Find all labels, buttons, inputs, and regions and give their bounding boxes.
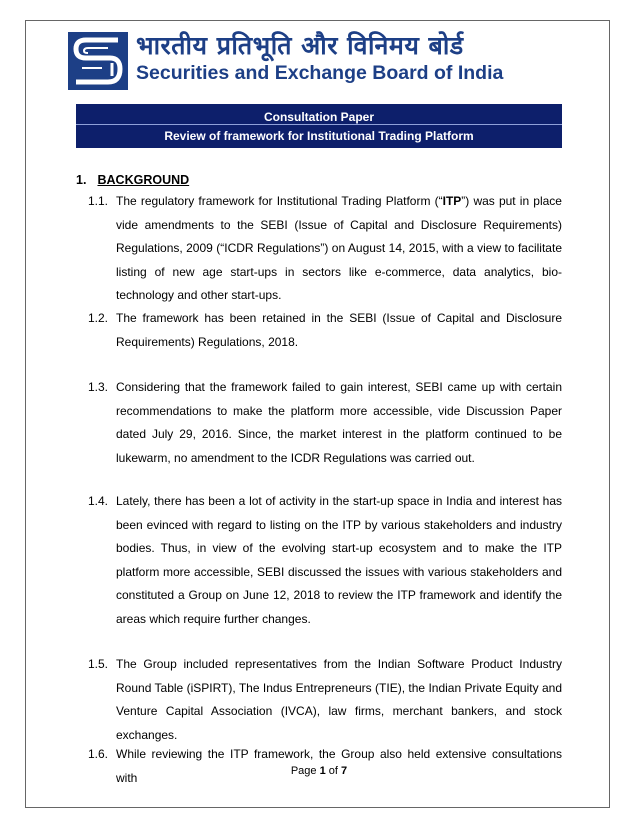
paragraph [76, 190, 562, 308]
paragraph [76, 490, 562, 631]
paragraph-text: The Group included representatives from the Indian Software Product Industry Round Table (iSPIRT), The Indus Entrepreneurs (TIE), the Indian Private Equity and Venture Capital Association (IVCA), law firms, merchant bankers, and stock exchanges. [116, 657, 562, 742]
title-banner [76, 104, 562, 148]
hindi-org-name: भारतीय प्रतिभूति और विनिमय बोर्ड [136, 31, 464, 60]
paragraph-text: While reviewing the ITP framework, the Group also held extensive consultations with [116, 747, 562, 785]
banner-doc-title: Review of framework for Institutional Trading Platform [164, 129, 474, 143]
paragraph-text: The regulatory framework for Institutional Trading Platform (“ITP”) was put in place vide amendments to the SEBI (Issue of Capital and Disclosure Requirements) Regulations, 2009 (“ICDR Regulations”) on August 14, 2015, with a view to facilitate listing of new age start-ups in sectors like e-commerce, data analytics, bio-technology and other start-ups. [116, 194, 562, 302]
paragraph-number: 1.5. [88, 657, 109, 671]
paragraph-number: 1.1. [88, 194, 109, 208]
paragraph-number: 1.4. [88, 494, 109, 508]
paragraph [76, 307, 562, 354]
section-heading [76, 173, 189, 187]
page-footer [0, 765, 638, 777]
section-number: 1. [76, 173, 87, 187]
banner-doc-type: Consultation Paper [263, 110, 374, 124]
banner-divider [76, 124, 562, 125]
itp-abbrev: ITP [442, 194, 462, 208]
paragraph-number: 1.3. [88, 380, 109, 394]
section-title: BACKGROUND [97, 173, 190, 187]
footer-prefix: Page [290, 765, 317, 777]
paragraph-text: The framework has been retained in the SEBI (Issue of Capital and Disclosure Requirements) Regulations, 2018. [116, 311, 562, 349]
footer-total-pages: 7 [341, 765, 348, 777]
sebi-logo-icon [68, 32, 128, 90]
paragraph-text: Lately, there has been a lot of activity in the start-up space in India and interest has been evinced with regard to listing on the ITP by various stakeholders and industry bodies. Thus, in view of the evolving start-up ecosystem and to make the ITP platform more accessible, SEBI discussed the issues with various stakeholders and constituted a Group on June 12, 2018 to review the ITP framework and identify the areas which require further changes. [116, 494, 562, 626]
paragraph [76, 376, 562, 470]
paragraph-number: 1.2. [88, 311, 109, 325]
paragraph-number: 1.6. [88, 747, 109, 761]
english-org-name: Securities and Exchange Board of India [136, 62, 504, 84]
paragraph-text: Considering that the framework failed to gain interest, SEBI came up with certain recommendations to make the platform more accessible, vide Discussion Paper dated July 29, 2016. Since, the market interest in the platform continued to be lukewarm, no amendment to the ICDR Regulations was carried out. [116, 380, 562, 465]
footer-of: of [328, 765, 338, 777]
paragraph [76, 653, 562, 747]
footer-current-page: 1 [319, 765, 326, 777]
sebi-logo-header [68, 32, 513, 90]
